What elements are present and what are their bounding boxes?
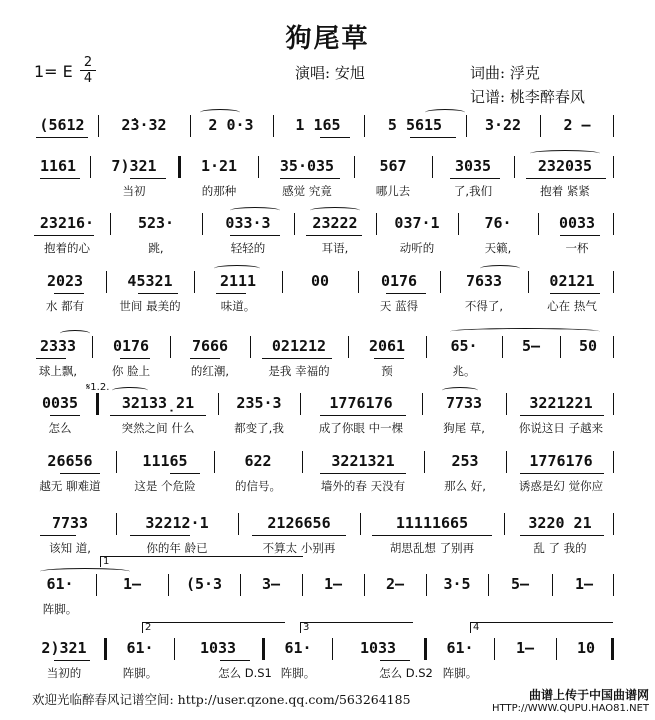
measure: 1– (574, 575, 594, 593)
measure: 50 (578, 337, 598, 355)
measure: (5612 (39, 116, 85, 134)
lyrics-row (30, 540, 615, 556)
measure: 037·1 (394, 214, 440, 232)
lyric: 都变了,我 (234, 421, 284, 435)
lyric: 不算太 小别再 (262, 541, 336, 555)
measure: 35·035 (279, 157, 335, 175)
lyric: 抱着的心 (44, 241, 90, 255)
lyric: 感觉 究竟 (282, 184, 332, 198)
notes-row (30, 336, 615, 356)
notes-row (30, 213, 615, 233)
lyric: 球上飘, (38, 364, 78, 378)
measure: 2061 (368, 337, 406, 355)
footer-credit: 欢迎光临醉春风记谱空间: http://user.qzone.qq.com/563264185 (32, 692, 411, 707)
lyric: 该知 道, (49, 541, 91, 555)
lyric: 哪儿去 (375, 184, 411, 198)
measure: 3– (261, 575, 281, 593)
lyric: 那么 好, (444, 479, 486, 493)
lyric: 是我 幸福的 (268, 364, 330, 378)
lyric: 成了你眼 中一棵 (318, 421, 404, 435)
volta-3-label: 3 (300, 622, 413, 633)
measure: 0176 (112, 337, 150, 355)
measure: 0033 (558, 214, 596, 232)
measure: 0176 (380, 272, 418, 290)
lyric: 兆。 (452, 364, 476, 378)
measure: 235·3 (236, 394, 282, 412)
lyric: 当初的 (46, 666, 82, 680)
measure: 567 (379, 157, 407, 175)
lyric: 当初 (122, 184, 146, 198)
notes-row (30, 156, 615, 176)
measure: 3·22 (484, 116, 522, 134)
measure: 7733 (445, 394, 483, 412)
measure: 5– (521, 337, 541, 355)
measure: 23216· (39, 214, 95, 232)
measure: 5– (510, 575, 530, 593)
measure: 3221221 (529, 394, 593, 412)
lyric: 抱着 紧紧 (540, 184, 590, 198)
lyric: 怎么 D.S2 (379, 666, 433, 680)
measure: 02121 (549, 272, 595, 290)
lyric: 这是 个危险 (134, 479, 196, 493)
lyric: 怎么 D.S1 (218, 666, 272, 680)
measure: 2̇3·32 (121, 116, 167, 134)
lyric: 预 (381, 364, 393, 378)
notes-row (30, 513, 615, 533)
measure: 253 (451, 452, 479, 470)
measure: 11111665 (395, 514, 469, 532)
lyric: 你 脸上 (111, 364, 151, 378)
measure: 1 165 (295, 116, 341, 134)
measure: 2333 (39, 337, 77, 355)
lyric: 耳语, (321, 241, 349, 255)
lyric: 墙外的春 天没有 (320, 479, 406, 493)
measure: 3221321 (331, 452, 395, 470)
measure: 23222 (312, 214, 358, 232)
meter-bottom: 4 (83, 71, 93, 86)
lyric: 味道。 (220, 299, 256, 313)
measure: 11165 (142, 452, 188, 470)
lyric: 心在 热气 (547, 299, 597, 313)
notes-row (30, 574, 615, 594)
measure: 2 – (563, 116, 591, 134)
time-signature (80, 56, 96, 85)
lyric: 诱惑是幻 觉你应 (518, 479, 604, 493)
lyrics-row (30, 183, 615, 199)
measure: 00 (310, 272, 330, 290)
measure: 7733 (51, 514, 89, 532)
measure: 61· (284, 639, 312, 657)
measure: 61· (46, 575, 74, 593)
lyric: 动听的 (399, 241, 435, 255)
lyrics-row (30, 240, 615, 256)
measure: 7633 (465, 272, 503, 290)
measure: 2)321 (41, 639, 87, 657)
lyric: 水 都有 (45, 299, 85, 313)
measure: 5 5615 (387, 116, 443, 134)
measure: 1776176 (329, 394, 393, 412)
measure: 1776176 (529, 452, 593, 470)
notes-row (30, 393, 615, 413)
lyric: 轻轻的 (230, 241, 266, 255)
song-title: 狗尾草 (285, 24, 370, 54)
notes-row (30, 638, 615, 658)
measure: 1– (323, 575, 343, 593)
measure: 61· (446, 639, 474, 657)
notes-row (30, 451, 615, 471)
measure: 0035 (41, 394, 79, 412)
lyric: 天籁, (484, 241, 512, 255)
key-signature: 1= E (34, 62, 73, 81)
lyric: 一杯 (565, 241, 589, 255)
measure: 1161 (39, 157, 77, 175)
lyrics-row (30, 363, 615, 379)
lyric: 不得了, (464, 299, 504, 313)
lyric: 的信号。 (235, 479, 281, 493)
lyric: 天 蓝得 (379, 299, 419, 313)
lyric: 越无 聊难道 (39, 479, 101, 493)
measure: 033·3 (225, 214, 271, 232)
measure: 7)321 (111, 157, 157, 175)
measure: 10 (576, 639, 596, 657)
lyric: 狗尾 草, (443, 421, 485, 435)
lyric: 的那种 (201, 184, 237, 198)
lyrics-row (30, 478, 615, 494)
measure: (5·3 (185, 575, 223, 593)
lyric: 阵脚。 (122, 666, 158, 680)
lyric: 了,我们 (453, 184, 493, 198)
measure: 3220 21 (528, 514, 592, 532)
lyric: 你说这日 子越来 (518, 421, 604, 435)
measure: 65· (450, 337, 478, 355)
measure: 2 0·3 (208, 116, 254, 134)
lyrics-row (30, 298, 615, 314)
measure: 45321 (127, 272, 173, 290)
measure: 7666 (191, 337, 229, 355)
transcriber-credit: 记谱: 桃李醉春风 (470, 88, 585, 106)
measure: 232035 (537, 157, 593, 175)
segno-mark: 𝄋1.2. (86, 382, 110, 393)
measure: 76· (484, 214, 512, 232)
measure: 1– (515, 639, 535, 657)
lyric: 你的年 龄已 (146, 541, 208, 555)
measure: 622 (244, 452, 272, 470)
lyric: 胡思乱想 了别再 (389, 541, 475, 555)
measure: 3·5 (443, 575, 471, 593)
measure: 61· (126, 639, 154, 657)
measure: 1033 (359, 639, 397, 657)
lyric: 阵脚。 (442, 666, 478, 680)
lyric: 怎么 (48, 421, 72, 435)
notes-row (30, 115, 615, 135)
composer-credit: 词曲: 浮克 (470, 64, 540, 82)
lyric: 突然之间 什么 (121, 421, 195, 435)
measure: 1·21 (200, 157, 238, 175)
measure: 2126656 (267, 514, 331, 532)
lyric: 世间 最美的 (119, 299, 181, 313)
lyric: 乱 了 我的 (533, 541, 587, 555)
lyric: 的红潮, (190, 364, 230, 378)
measure: 1033 (199, 639, 237, 657)
measure: 2– (385, 575, 405, 593)
measure: 1– (122, 575, 142, 593)
measure: 26656 (47, 452, 93, 470)
meter-top: 2 (83, 55, 93, 70)
notes-row (30, 271, 615, 291)
measure: 2023 (46, 272, 84, 290)
lyric: 阵脚。 (42, 602, 78, 616)
lyrics-row (30, 601, 615, 617)
measure: 3035 (454, 157, 492, 175)
measure: 2111 (219, 272, 257, 290)
lyrics-row (30, 420, 615, 436)
watermark-url: HTTP://WWW.QUPU.HAO81.NET (492, 703, 649, 714)
volta-2-label: 2 (142, 622, 285, 633)
measure: 021212 (271, 337, 327, 355)
volta-1-label: 1 (100, 556, 303, 567)
measure: 32133̣21 (121, 394, 195, 412)
lyric: 跳, (148, 241, 164, 255)
lyric: 阵脚。 (280, 666, 316, 680)
volta-4-label: 4 (470, 622, 613, 633)
singer-credit: 演唱: 安旭 (295, 64, 365, 82)
lyrics-row (30, 665, 615, 681)
measure: 523· (137, 214, 175, 232)
measure: 32212·1 (145, 514, 209, 532)
watermark-title: 曲谱上传于中国曲谱网 (528, 688, 649, 702)
